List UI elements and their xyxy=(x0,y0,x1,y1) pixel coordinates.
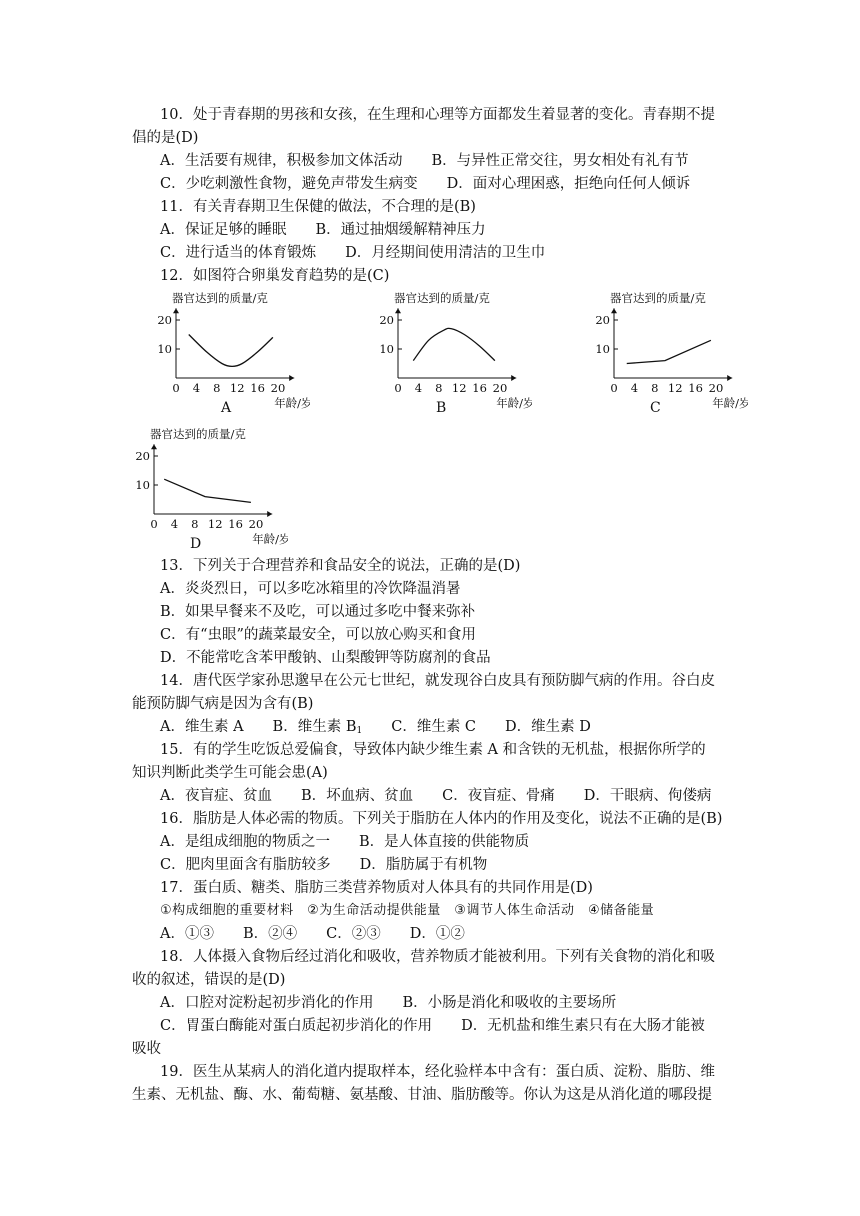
x-tick-label: 16 xyxy=(228,517,243,531)
series-line xyxy=(413,328,495,360)
x-axis-arrow xyxy=(267,511,272,517)
y-axis-arrow xyxy=(611,308,617,313)
x-axis-arrow xyxy=(511,375,516,381)
q15-options: A．夜盲症、贫血 B．坏血病、贫血 C．夜盲症、骨痛 D．干眼病、佝偻病 xyxy=(160,788,712,804)
chart-d xyxy=(128,424,288,558)
x-tick-label: 8 xyxy=(191,517,199,531)
y-axis-title: 器官达到的质量/克 xyxy=(150,427,246,442)
q10-stem-line1: 10．处于青春期的男孩和女孩，在生理和心理等方面都发生着显著的变化。青春期不提 xyxy=(160,107,715,123)
q11-options-cd: C．进行适当的体育锻炼 D．月经期间使用清洁的卫生巾 xyxy=(160,245,546,261)
chart-b-svg xyxy=(372,288,532,418)
chart-d-svg xyxy=(128,424,288,554)
x-axis-title: 年龄/岁 xyxy=(252,532,288,546)
x-tick-label: 4 xyxy=(170,517,179,531)
chart-a-svg xyxy=(150,288,310,418)
y-axis-arrow xyxy=(151,444,157,449)
q14-options-pre: A．维生素 A B．维生素 B xyxy=(160,719,357,735)
x-tick-label: 0 xyxy=(150,517,158,531)
x-tick-label: 8 xyxy=(651,381,659,395)
q17-options: A．①③ B．②④ C．②③ D．①② xyxy=(160,926,465,942)
y-axis-arrow xyxy=(395,308,401,313)
x-tick-label: 4 xyxy=(192,381,201,395)
x-tick-label: 16 xyxy=(472,381,487,395)
q10-options-cd: C．少吃刺激性食物，避免声带发生病变 D．面对心理困惑，拒绝向任何人倾诉 xyxy=(160,176,691,192)
x-tick-label: 12 xyxy=(229,381,245,395)
q13-stem: 13．下列关于合理营养和食品安全的说法，正确的是(D) xyxy=(160,558,521,574)
q10-stem-line2: 倡的是(D) xyxy=(132,130,199,146)
x-tick-label: 0 xyxy=(610,381,618,395)
y-axis-title: 器官达到的质量/克 xyxy=(172,291,268,306)
y-tick-label: 10 xyxy=(135,478,150,492)
x-tick-label: 8 xyxy=(213,381,221,395)
q17-stem: 17．蛋白质、糖类、脂肪三类营养物质对人体具有的共同作用是(D) xyxy=(160,880,593,896)
x-tick-label: 4 xyxy=(630,381,639,395)
q15-stem-line2: 知识判断此类学生可能会患(A) xyxy=(132,765,328,781)
chart-d-caption: D xyxy=(190,536,202,552)
x-axis-arrow xyxy=(727,375,732,381)
chart-c xyxy=(588,288,748,422)
y-tick-label: 10 xyxy=(379,342,394,356)
y-tick-label: 20 xyxy=(379,313,394,327)
x-tick-label: 8 xyxy=(435,381,443,395)
x-tick-label: 16 xyxy=(250,381,265,395)
q19-stem-line2: 生素、无机盐、酶、水、葡萄糖、氨基酸、甘油、脂肪酸等。你认为这是从消化道的哪段提 xyxy=(132,1087,712,1103)
q18-options-ab: A．口腔对淀粉起初步消化的作用 B．小肠是消化和吸收的主要场所 xyxy=(160,995,617,1011)
x-tick-label: 20 xyxy=(270,381,286,395)
x-tick-label: 12 xyxy=(667,381,683,395)
q14-options-post: C．维生素 C D．维生素 D xyxy=(362,719,591,735)
series-line xyxy=(189,335,273,367)
x-axis-arrow xyxy=(289,375,294,381)
y-tick-label: 20 xyxy=(595,313,610,327)
x-axis-title: 年龄/岁 xyxy=(712,396,748,410)
x-tick-label: 20 xyxy=(708,381,724,395)
x-tick-label: 16 xyxy=(688,381,703,395)
series-line xyxy=(164,479,251,502)
q13-option-a: A．炎炎烈日，可以多吃冰箱里的冷饮降温消暑 xyxy=(160,581,461,597)
y-axis-title: 器官达到的质量/克 xyxy=(394,291,490,306)
y-tick-label: 20 xyxy=(157,313,172,327)
q18-options-cd-cont: 吸收 xyxy=(132,1041,161,1057)
q13-option-b: B．如果早餐来不及吃，可以通过多吃中餐来弥补 xyxy=(160,604,476,620)
x-tick-label: 0 xyxy=(172,381,180,395)
chart-b-caption: B xyxy=(436,400,447,416)
q13-option-c: C．有“虫眼”的蔬菜最安全，可以放心购买和食用 xyxy=(160,627,476,643)
q17-statements: ①构成细胞的重要材料 ②为生命活动提供能量 ③调节人体生命活动 ④储备能量 xyxy=(160,903,655,918)
chart-a-caption: A xyxy=(221,400,232,416)
q12-stem: 12．如图符合卵巢发育趋势的是(C) xyxy=(160,268,390,284)
y-tick-label: 10 xyxy=(595,342,610,356)
y-axis-arrow xyxy=(173,308,179,313)
q14-stem-line1: 14．唐代医学家孙思邈早在公元七世纪，就发现谷白皮具有预防脚气病的作用。谷白皮 xyxy=(160,673,715,689)
chart-c-svg xyxy=(588,288,748,418)
q15-stem-line1: 15．有的学生吃饭总爱偏食，导致体内缺少维生素 A 和含铁的无机盐，根据你所学的 xyxy=(160,742,706,758)
y-tick-label: 20 xyxy=(135,449,150,463)
q18-options-cd: C．胃蛋白酶能对蛋白质起初步消化的作用 D．无机盐和维生素只有在大肠才能被 xyxy=(160,1018,705,1034)
q14-stem-line2: 能预防脚气病是因为含有(B) xyxy=(132,696,314,712)
q13-option-d: D．不能常吃含苯甲酸钠、山梨酸钾等防腐剂的食品 xyxy=(160,650,491,666)
x-tick-label: 4 xyxy=(414,381,423,395)
series-line xyxy=(627,340,711,363)
q14-options-sub: 1 xyxy=(356,726,363,736)
q16-stem: 16．脂肪是人体必需的物质。下列关于脂肪在人体内的作用及变化，说法不正确的是(B) xyxy=(160,811,723,827)
y-axis-title: 器官达到的质量/克 xyxy=(610,291,706,306)
q19-stem-line1: 19．医生从某病人的消化道内提取样本，经化验样本中含有：蛋白质、淀粉、脂肪、维 xyxy=(160,1064,715,1080)
q11-options-ab: A．保证足够的睡眠 B．通过抽烟缓解精神压力 xyxy=(160,222,486,238)
x-tick-label: 12 xyxy=(207,517,223,531)
q11-stem: 11．有关青春期卫生保健的做法，不合理的是(B) xyxy=(160,199,476,215)
x-axis-title: 年龄/岁 xyxy=(274,396,310,410)
q16-options-ab: A．是组成细胞的物质之一 B．是人体直接的供能物质 xyxy=(160,834,530,850)
q10-options-ab: A．生活要有规律，积极参加文体活动 B．与异性正常交往，男女相处有礼有节 xyxy=(160,153,689,169)
y-tick-label: 10 xyxy=(157,342,172,356)
x-axis-title: 年龄/岁 xyxy=(496,396,532,410)
x-tick-label: 20 xyxy=(492,381,508,395)
chart-c-caption: C xyxy=(650,400,661,416)
x-tick-label: 12 xyxy=(451,381,467,395)
q18-stem-line1: 18．人体摄入食物后经过消化和吸收，营养物质才能被利用。下列有关食物的消化和吸 xyxy=(160,949,715,965)
q18-stem-line2: 收的叙述，错误的是(D) xyxy=(132,972,286,988)
x-tick-label: 0 xyxy=(394,381,402,395)
q16-options-cd: C．肥肉里面含有脂肪较多 D．脂肪属于有机物 xyxy=(160,857,488,873)
x-tick-label: 20 xyxy=(248,517,264,531)
chart-b xyxy=(372,288,532,422)
